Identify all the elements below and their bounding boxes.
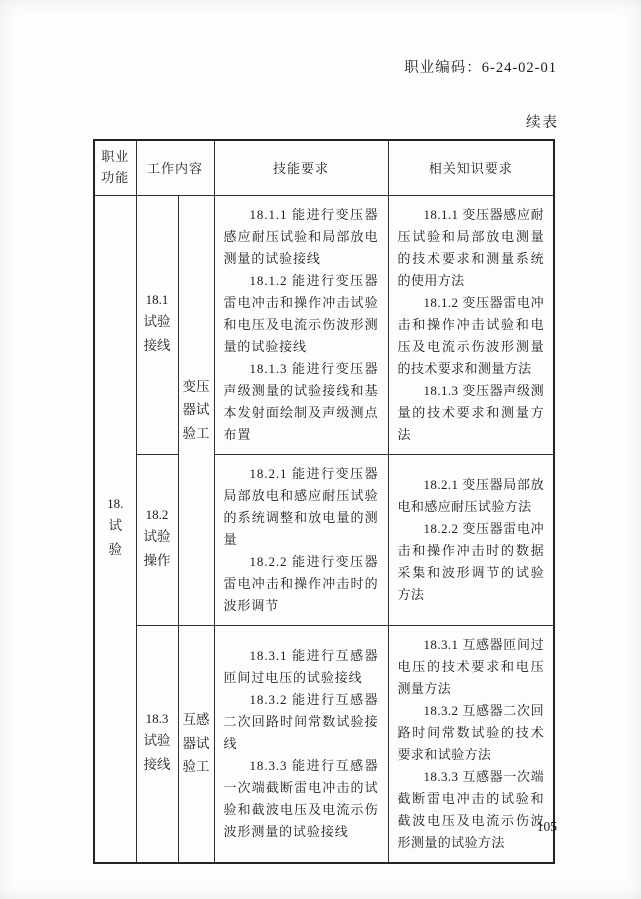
work-name: 试验接线 bbox=[143, 313, 171, 353]
function-number: 18. bbox=[107, 495, 124, 511]
skill-item: 18.1.3 能进行变压器声级测量的试验接线和基本发射面绘制及声级测点布置 bbox=[223, 360, 379, 442]
work-number: 18.1 bbox=[145, 291, 169, 307]
table-row bbox=[94, 195, 554, 454]
cell-trade-instrument-transformer-tester bbox=[178, 625, 214, 863]
cell-skills-18-3 bbox=[214, 625, 388, 863]
cell-skills-18-1 bbox=[214, 195, 388, 454]
header-occupational-function: 职业功能 bbox=[94, 140, 136, 195]
work-number: 18.3 bbox=[145, 710, 169, 726]
table-row bbox=[94, 625, 554, 863]
cell-knowledge-18-3 bbox=[388, 625, 554, 863]
knowledge-item: 18.1.1 变压器感应耐压试验和局部放电测量的技术要求和测量系统的使用方法 bbox=[397, 206, 545, 288]
skill-item: 18.1.1 能进行变压器感应耐压试验和局部放电测量的试验接线 bbox=[223, 206, 379, 266]
cell-skills-18-2 bbox=[214, 454, 388, 625]
cell-knowledge-18-2 bbox=[388, 454, 554, 625]
knowledge-item: 18.2.1 变压器局部放电和感应耐压试验方法 bbox=[397, 476, 545, 514]
table-header-row bbox=[94, 140, 554, 195]
occupation-standard-table bbox=[93, 139, 555, 864]
work-name: 试验操作 bbox=[143, 528, 171, 568]
knowledge-item: 18.3.2 互感器二次回路时间常数试验的技术要求和试验方法 bbox=[397, 702, 545, 762]
knowledge-item: 18.3.3 互感器一次端截断雷电冲击的试验和截波电压及电流示伤波形测量的试验方法 bbox=[397, 768, 545, 850]
skill-item: 18.1.2 能进行变压器雷电冲击和操作冲击试验和电压及电流示伤波形测量的试验接线 bbox=[223, 272, 379, 354]
skill-item: 18.3.3 能进行互感器一次端截断雷电冲击的试验和截波电压及电流示伤波形测量的试验接线 bbox=[223, 757, 379, 839]
cell-work-18-2 bbox=[136, 454, 178, 625]
cell-work-18-1 bbox=[136, 195, 178, 454]
work-name: 试验接线 bbox=[143, 732, 171, 772]
header-skill-requirements: 技能要求 bbox=[214, 140, 388, 195]
knowledge-item: 18.3.1 互感器匝间过电压的技术要求和电压测量方法 bbox=[397, 636, 545, 696]
function-name: 试验 bbox=[108, 517, 122, 557]
occupation-code: 职业编码：6-24-02-01 bbox=[404, 60, 557, 76]
skill-item: 18.2.2 能进行变压器雷电冲击和操作冲击时的波形调节 bbox=[223, 553, 379, 613]
skill-item: 18.3.1 能进行互感器匝间过电压的试验接线 bbox=[223, 647, 379, 685]
skill-item: 18.2.1 能进行变压器局部放电和感应耐压试验的系统调整和放电量的测量 bbox=[223, 465, 379, 547]
cell-trade-transformer-tester bbox=[178, 195, 214, 625]
header-work-content: 工作内容 bbox=[136, 140, 214, 195]
knowledge-item: 18.1.2 变压器雷电冲击和操作冲击试验和电压及电流示伤波形测量的技术要求和测量方法 bbox=[397, 294, 545, 376]
continued-table-label: 续表 bbox=[526, 115, 559, 131]
trade-name: 互感器试验工 bbox=[182, 712, 210, 775]
work-number: 18.2 bbox=[145, 506, 169, 522]
header-related-knowledge: 相关知识要求 bbox=[388, 140, 554, 195]
page-number: 105 bbox=[536, 819, 557, 834]
knowledge-item: 18.2.2 变压器雷电冲击和操作冲击时的数据采集和波形调节的试验方法 bbox=[397, 520, 545, 602]
cell-knowledge-18-1 bbox=[388, 195, 554, 454]
cell-function-18 bbox=[94, 195, 136, 863]
cell-work-18-3 bbox=[136, 625, 178, 863]
trade-name: 变压器试验工 bbox=[182, 378, 210, 441]
skill-item: 18.3.2 能进行互感器二次回路时间常数试验接线 bbox=[223, 691, 379, 751]
knowledge-item: 18.1.3 变压器声级测量的技术要求和测量方法 bbox=[397, 382, 545, 442]
table-row bbox=[94, 454, 554, 625]
